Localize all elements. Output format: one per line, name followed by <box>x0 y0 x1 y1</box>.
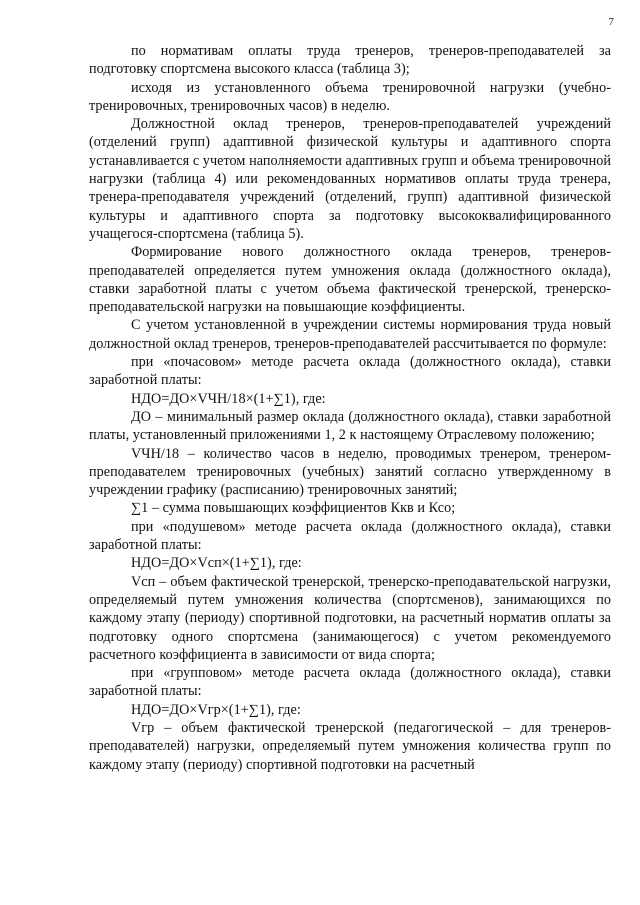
body-text <box>89 42 611 774</box>
formula-hourly: НДО=ДО×VЧН/18×(1+∑1), где: <box>131 390 326 407</box>
paragraph: Vгр – объем фактической тренерской (педагогической – для тренеров-преподавателей) нагрузки, определяемый путем умножения количества групп по каждому этапу (периоду) спортивной подготовки на расчетный <box>89 719 611 773</box>
paragraph: исходя из установленного объема тренировочной нагрузки (учебно-тренировочных, тренировочных часов) в неделю. <box>89 79 611 114</box>
page-number: 7 <box>608 16 614 28</box>
paragraph: Должностной оклад тренеров, тренеров-преподавателей учреждений (отделений групп) адаптивной физической культуры и адаптивного спорта устанавливается с учетом наполняемости адаптивных групп и объема тренировочной нагрузки (таблица 4) или рекомендованных нормативов оплаты труда тренера, тренера-преподавателя учреждений (отделений, групп) адаптивной физической культуры и адаптивного спорта за подготовку высококвалифицированного учащегося-спортсмена (таблица 5). <box>89 116 611 242</box>
paragraph: ∑1 – сумма повышающих коэффициентов Ккв и Ксо; <box>131 500 456 517</box>
paragraph: С учетом установленной в учреждении системы нормирования труда новый должностной оклад тренеров, тренеров-преподавателей рассчитывается по формуле: <box>89 317 611 352</box>
paragraph: по нормативам оплаты труда тренеров, тренеров-преподавателей за подготовку спортсмена высокого класса (таблица 3); <box>89 43 611 78</box>
formula-per-capita: НДО=ДО×Vсп×(1+∑1), где: <box>131 555 302 572</box>
paragraph: Vсп – объем фактической тренерской, тренерско-преподавательской нагрузки, определяемый путем умножения количества (спортсменов), занимающихся по каждому этапу (периоду) спортивной подготовки, на расчетный норматив оплаты за подготовку одного спортсмена (занимающегося) с учетом рекомендуемого расчетного коэффициента в зависимости от вида спорта; <box>89 573 611 663</box>
paragraph: при «почасовом» методе расчета оклада (должностного оклада), ставки заработной платы: <box>89 354 611 389</box>
paragraph: VЧН/18 – количество часов в неделю, проводимых тренером, тренером-преподавателем тренировочных (учебных) занятий согласно утвержденному в учреждении графику (расписанию) тренировочных занятий; <box>89 445 611 499</box>
paragraph: при «подушевом» методе расчета оклада (должностного оклада), ставки заработной платы: <box>89 518 611 554</box>
formula-group: НДО=ДО×Vгр×(1+∑1), где: <box>131 701 301 718</box>
paragraph: Формирование нового должностного оклада тренеров, тренеров-преподавателей определяется путем умножения оклада (должностного оклада), ставки заработной платы с учетом объема фактической тренерской, тренерско-преподавательской нагрузки на повышающие коэффициенты. <box>89 244 611 316</box>
paragraph: при «групповом» методе расчета оклада (должностного оклада), ставки заработной платы: <box>89 665 611 700</box>
paragraph: ДО – минимальный размер оклада (должностного оклада), ставки заработной платы, установленный приложениями 1, 2 к настоящему Отраслевому положению; <box>89 408 611 444</box>
